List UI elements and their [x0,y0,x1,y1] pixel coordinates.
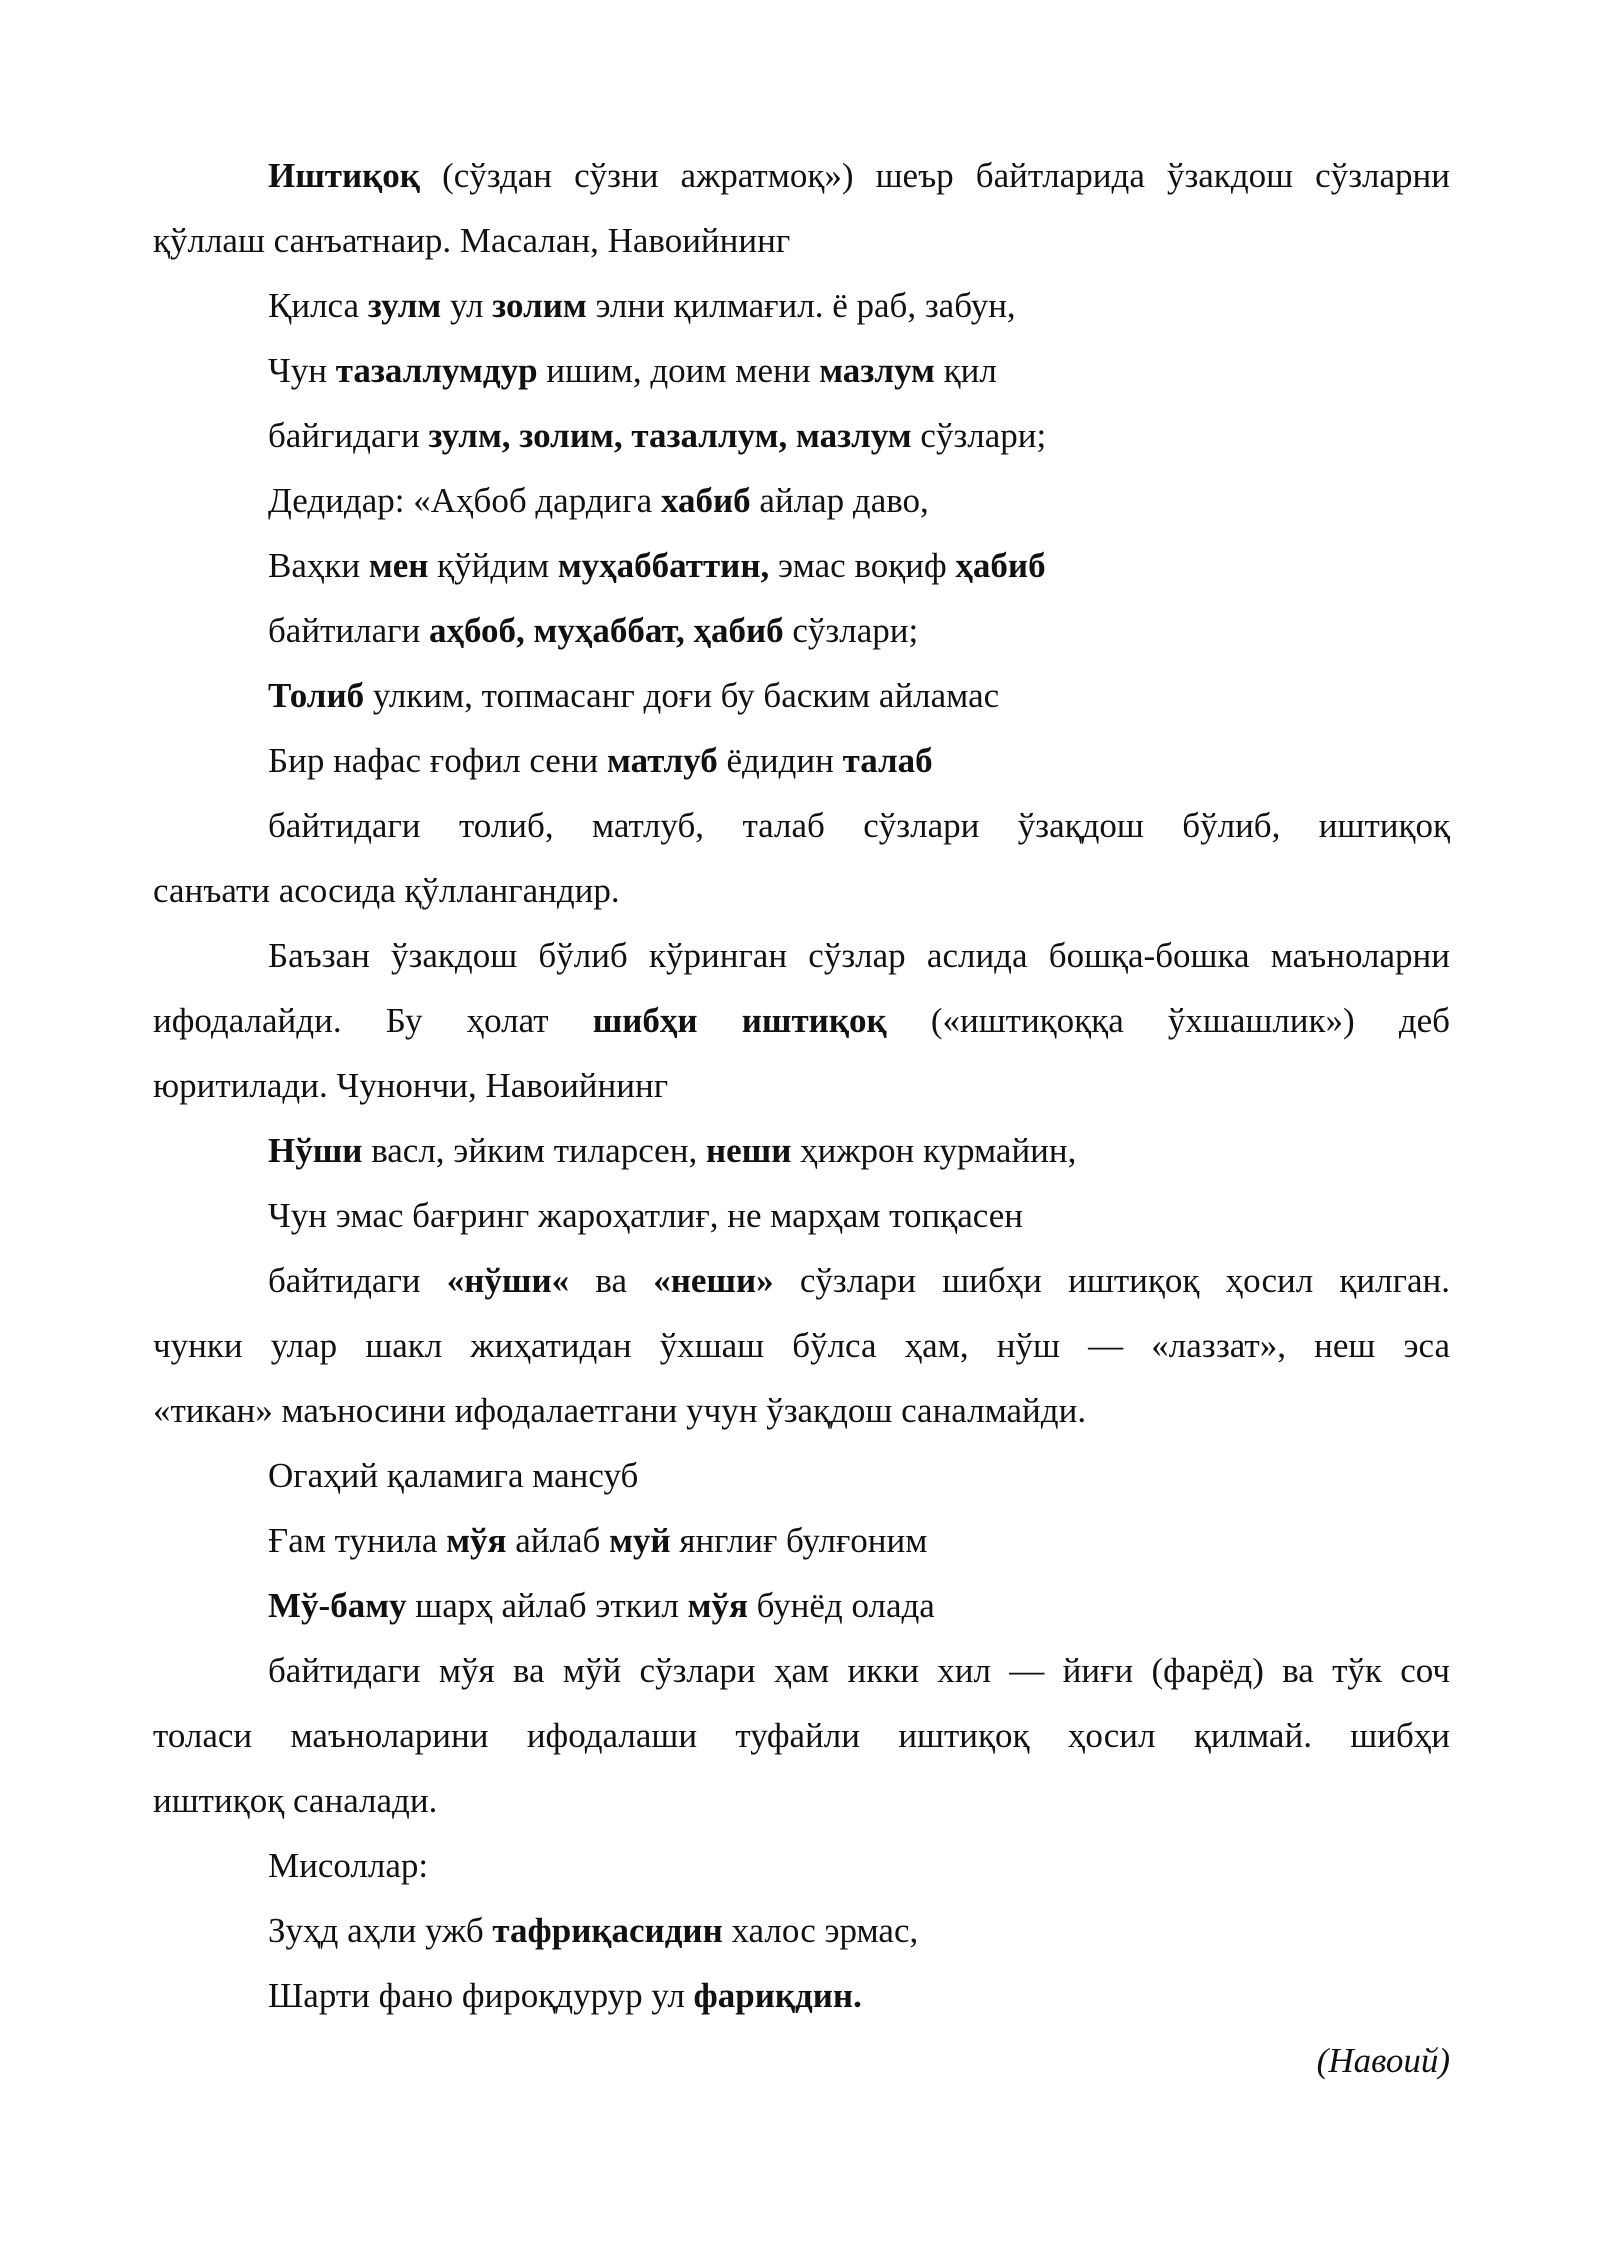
text-line [153,338,1450,403]
text-line [153,468,1450,533]
text-run: иштиқоқ саналади. [153,1781,438,1820]
text-run: ул [441,286,493,325]
text-run: шарҳ айлаб эткил [406,1586,688,1625]
text-run: ва [569,1261,654,1300]
attribution-line [153,2028,1450,2093]
bold-term: зулм, золим, тазаллум, мазлум [428,416,912,455]
bold-term: шибҳи иштиқоқ [592,1001,887,1040]
text-run: Чун [268,351,336,390]
text-line [153,1963,1450,2028]
bold-term: аҳбоб, муҳаббат, ҳабиб [428,611,784,650]
text-run: Дедидар: «Аҳбоб дардига [268,481,661,520]
text-line [153,1443,1450,1508]
text-run: айлар даво, [750,481,929,520]
text-run: байтилаги [268,611,429,650]
text-run: янглиғ булғоним [670,1521,928,1560]
text-line [153,1053,1450,1118]
bold-term: «нўши« [446,1261,570,1300]
text-run: Зуҳд аҳли ужб [268,1911,493,1950]
text-line [153,988,1450,1053]
document-page [153,143,1450,2093]
bold-term: Мў-баму [268,1586,407,1625]
text-run: толаси маъноларини ифодалаши туфайли иштиқоқ ҳосил қилмай. шибҳи [153,1716,1450,1755]
bold-term: золим [492,286,587,325]
text-run: Баъзан ўзакдош бўлиб кўринган сўзлар аслида бошқа-бошка маъноларни [268,936,1450,975]
text-line [153,1833,1450,1898]
text-run: Мисоллар: [268,1846,429,1885]
text-run: байтидаги [268,1261,447,1300]
text-run: санъати асосида қўллангандир. [153,871,620,910]
text-run: васл, эйким тиларсен, [362,1131,706,1170]
text-line [153,1898,1450,1963]
text-run: «тикан» маъносини ифодалаетгани учун ўзақдош саналмайди. [153,1391,1087,1430]
text-run: Ваҳки [268,546,369,585]
bold-term: матлуб [607,741,718,780]
bold-term: мазлум [819,351,935,390]
bold-term: муҳаббаттин, [557,546,770,585]
text-run: ёдидин [717,741,843,780]
text-run: ифодалайди. Бу ҳолат [153,1001,593,1040]
text-line [153,1508,1450,1573]
bold-term: мўя [446,1521,507,1560]
bold-term: тафриқасидин [492,1911,723,1950]
text-line [153,143,1450,208]
text-run: ҳижрон курмайин, [791,1131,1077,1170]
text-run: Ғам тунила [268,1521,447,1560]
text-line [153,858,1450,923]
text-line [153,1183,1450,1248]
text-line [153,793,1450,858]
text-run: Бир нафас ғофил сени [268,741,608,780]
text-run: қил [934,351,997,390]
text-run: чунки улар шакл жиҳатидан ўхшаш бўлса ҳам, нўш — «лаззат», неш эса [153,1326,1450,1365]
text-line [153,1638,1450,1703]
text-run: байтидаги толиб, матлуб, талаб сўзлари ўзақдош бўлиб, иштиқоқ [268,806,1450,845]
text-run: халос эрмас, [722,1911,919,1950]
text-line [153,663,1450,728]
bold-term: муй [609,1521,671,1560]
bold-term: «неши» [653,1261,774,1300]
text-run: бунёд олада [747,1586,935,1625]
bold-term: мен [368,546,429,585]
text-run: ишим, доим мени [537,351,820,390]
text-run: (сўздан сўзни ажратмоқ») шеър байтларида ўзакдош сўзларни [419,156,1450,195]
text-run: улким, топмасанг доғи бу баским айламас [364,676,1000,715]
text-run: байтидаги мўя ва мўй сўзлари ҳам икки хил — йиғи (фарёд) ва тўк соч [268,1651,1450,1690]
bold-term: Толиб [268,676,365,715]
text-run: айлаб [506,1521,610,1560]
text-run: Шарти фано фироқдурур ул [268,1976,694,2015]
bold-term: мўя [687,1586,748,1625]
text-line [153,208,1450,273]
text-line [153,1313,1450,1378]
text-run: байгидаги [268,416,429,455]
bold-term: талаб [842,741,933,780]
bold-term: ҳабиб [955,546,1046,585]
text-run: сўзлари; [783,611,919,650]
bold-term: тазаллумдур [335,351,538,390]
text-run: элни қилмағил. ё раб, забун, [586,286,1016,325]
text-run: Огаҳий қаламига мансуб [268,1456,639,1495]
text-run: Чун эмас бағринг жароҳатлиғ, не марҳам топқасен [268,1196,1023,1235]
text-line [153,598,1450,663]
text-line [153,1768,1450,1833]
text-run: сўзлари шибҳи иштиқоқ ҳосил қилган. [773,1261,1450,1300]
bold-term: неши [705,1131,792,1170]
text-run: қўйдим [428,546,558,585]
text-run: эмас воқиф [769,546,956,585]
bold-term: фариқдин. [693,1976,862,2015]
text-line [153,1378,1450,1443]
text-line [153,1248,1450,1313]
text-line [153,1703,1450,1768]
text-line [153,533,1450,598]
text-line [153,1118,1450,1183]
text-line [153,1573,1450,1638]
bold-term: хабиб [660,481,751,520]
text-line [153,728,1450,793]
italic-text: (Навоий) [1316,2041,1450,2080]
text-line [153,403,1450,468]
text-run: қўллаш санъатнаир. Масалан, Навоийнинг [153,221,791,260]
text-run: Қилса [268,286,368,325]
bold-term: зулм [367,286,442,325]
text-line [153,273,1450,338]
text-run: сўзлари; [911,416,1047,455]
text-run: юритилади. Чунончи, Навоийнинг [153,1066,669,1105]
bold-term: Иштиқоқ [268,156,420,195]
text-run: («иштиқоққа ўхшашлик») деб [886,1001,1450,1040]
bold-term: Нўши [268,1131,363,1170]
text-line [153,923,1450,988]
